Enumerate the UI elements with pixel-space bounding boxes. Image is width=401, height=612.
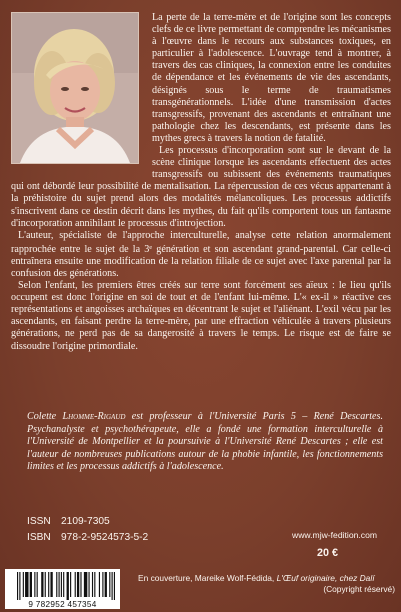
barcode-bar [84,572,87,597]
publisher-website: www.mjw-fedition.com [292,530,378,540]
summary-paragraph-2: Les processus d'incorporation sont sur le devant de la scène clinique lorsque les ascendants effectuent des actes transgressifs ou subissent des événements traumatiques qui ont débordé leur possibilité de mentalisation. La répercussion de ces vécus appartenant à la préhistoire du sujet prend alors des modalités mélancoliques. Les processus addictifs s'inscrivent dans ce destin décrit dans les mythes, du fait qu'ils comportent tous un fantasme d'incorporation annihilant le processus d'introjection. [11,145,391,229]
barcode-bar [48,572,49,597]
barcode-number: 9 782952 457354 [28,600,97,609]
summary-paragraph-3: L'auteur, spécialiste de l'approche interculturelle, analyse cette relation anormalement rapprochée entre le sujet de la 3e génération et son ascendant grand-parental. Car celle-ci entraînera ensuite une modification de la relation filiale de ce sujet avec l'axe parental par la confusion des générations. [11,229,391,279]
isbn-label: ISBN [27,531,51,543]
barcode-bar [50,572,52,597]
author-bio-text: est professeur à l'Université Paris 5 – René Descartes. Psychanalyste et psychothérapeute, elle a fondé une formation interculturelle à l'Université de Montpellier et la poursuivie à l'Université René Descartes ; elle est l'auteur de nombreuses publications autour de la phobie infantile, les fonctionnements limites et les processus addictifs à l'adolescence. [27,411,383,473]
barcode-bar [45,572,46,597]
cover-credit-line: En couverture, Mareike Wolf-Fédida, L'Œuf originaire, chez Dalí [138,573,375,583]
barcode-bar [88,572,89,597]
cover-credit [138,573,395,594]
barcode-bar [77,572,79,597]
barcode [5,569,120,609]
barcode-bar [37,572,38,597]
barcode-bar [94,572,95,597]
barcode-bar [61,572,62,597]
author-surname: Lhomme-Rigaud [62,411,126,422]
issn-row [27,514,148,530]
barcode-bar [25,572,28,597]
barcode-bar [56,572,57,597]
summary-text [11,12,391,353]
barcode-bar [41,572,43,597]
barcode-bar [105,572,107,597]
summary-paragraph-1: La perte de la terre-mère et de l'origine sont les concepts clefs de ce livre permettant de comprendre les mécanismes à l'œuvre dans le recours aux substances toxiques, en particulier à l'adolescence. L'ouvrage tend à montrer, à travers des cas cliniques, la connexion entre les conduites de dépendance et les événements de vie des ascendants, désignés sous le terme de traumatismes transgénérationnels. L'idée d'une transmission d'actes transgressifs, provenant des ascendants et entraînant une pathologie chez les descendants, est présente dans les mythes grecs à travers la notion de fatalité. [152,12,391,144]
barcode-bar [63,572,64,597]
barcode-bar [92,572,93,597]
isbn-value: 978-2-9524573-5-2 [61,531,149,543]
publication-identifiers [27,514,148,545]
barcode-bar [70,572,71,597]
issn-value: 2109-7305 [61,516,110,527]
barcode-bar [34,572,35,597]
barcode-bar [59,572,60,597]
barcode-bar [109,572,110,597]
barcode-bars [17,572,115,600]
isbn-row [27,530,148,546]
price: 20 € [317,547,339,559]
barcode-bar [99,572,100,597]
author-first-name: Colette [27,411,63,422]
cover-artwork-title: L'Œuf originaire, chez Dalí [276,573,375,583]
barcode-bar [80,572,81,597]
summary-paragraph-4: Selon l'enfant, les premiers êtres créés sur terre sont forcément ses aïeux : le lieu qu'ils occupent est donc l'origine en soi de tout et de l'enfant lui-même. L'« ex-il » réactive ces représentations et angoisses archaïques en décentrant le sujet et l'aliénant. L'exil vécu par les ascendants, en faisant perdre la terre-mère, par une effraction véhiculée à travers plusieurs générations, ne perd pas de sa dangerosité à travers le temps. Le risque est de faire se dissoudre l'origine primordiale. [11,280,391,352]
barcode-bar [67,572,69,600]
copyright-note: (Copyright réservé) [323,583,395,594]
barcode-bar [19,572,20,600]
barcode-bar [23,572,24,597]
barcode-bar [30,572,32,597]
barcode-bar [114,572,115,600]
issn-label: ISSN [27,516,51,527]
author-bio [27,411,383,474]
barcode-bar [112,572,113,600]
barcode-bar [102,572,103,597]
barcode-bar [75,572,76,597]
barcode-bar [17,572,18,600]
